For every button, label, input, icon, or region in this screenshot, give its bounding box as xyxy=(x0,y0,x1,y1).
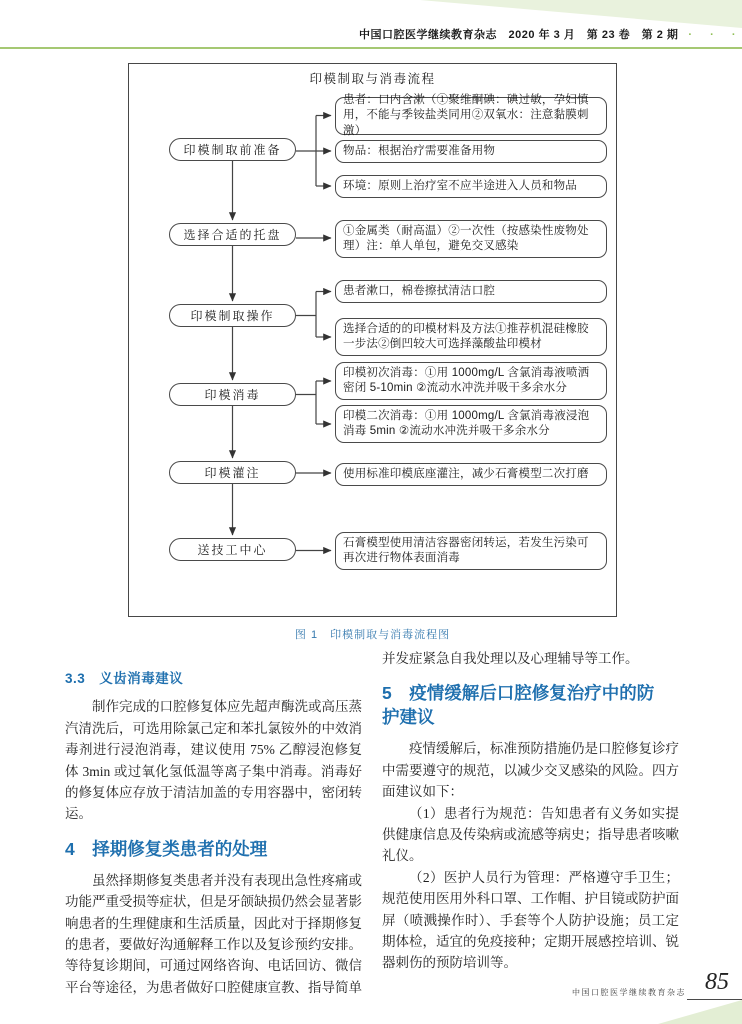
page-header xyxy=(0,26,736,42)
paragraph-item-1: （1）患者行为规范：告知患者有义务如实提供健康信息及传染病或流感等病史；指导患者咳嗽礼仪。 xyxy=(382,805,679,864)
flow-node-disinfection: 印模消毒 xyxy=(169,383,296,406)
heading-section-4: 4 择期修复类患者的处理 xyxy=(65,838,268,859)
page-number: 85 xyxy=(705,969,729,995)
paragraph-item-2: （2）医护人员行为管理：严格遵守手卫生；规范使用医用外科口罩、工作帽、护目镜或防护面屏（喷溅操作时）、手套等个人防护设施；员工定期体检，适宜的免疫接种；定期开展感控培训、锐器刺伤的预防培训等。 xyxy=(382,869,679,971)
flow-box-materials: 选择合适的的印模材料及方法①推荐机混硅橡胶一步法②倒凹较大可选择藻酸盐印模材 xyxy=(335,318,607,356)
figure-caption: 图 1 印模制取与消毒流程图 xyxy=(294,629,451,641)
flow-node-preparation: 印模制取前准备 xyxy=(169,138,296,161)
header-dot-leaders: · · · xyxy=(688,29,736,41)
flow-box-second-disinfect: 印模二次消毒：①用 1000mg/L 含氯消毒液浸泡消毒 5min ②流动水冲洗并吸干多余水分 xyxy=(335,405,607,443)
header-journal-line: 中国口腔医学继续教育杂志 2020 年 3 月 第 23 卷 第 2 期 xyxy=(359,29,679,41)
paragraph-denture-disinfection: 制作完成的口腔修复体应先超声酶洗或高压蒸汽清洗后，可选用除氯己定和苯扎氯铵外的中效消毒剂进行浸泡消毒，建议使用 75% 乙醇浸泡修复体 3min 或过氧化氢低温等离子集中消毒。消毒好的修复体应存放于清洁加盖的专用容器中，密闭转运。 xyxy=(65,699,362,822)
paragraph-elective-patients: 虽然择期修复类患者并没有表现出急性疼痛或功能严重受损等症状，但是牙颌缺损仍然会显著影响患者的生理健康和生活质量，因此对于择期修复的患者，要做好沟通解释工作以及复诊预约安排。等待复诊期间，可通过网络咨询、电话回访、微信平台等途径，为患者做好口腔健康宣教、指导简单 xyxy=(65,872,362,995)
heading-section-5 xyxy=(382,681,679,729)
right-column xyxy=(382,648,679,974)
paragraph-epidemic-intro: 疫情缓解后，标准预防措施仍是口腔修复诊疗中需要遵守的规范，以减少交叉感染的风险。四方面建议如下： xyxy=(382,741,679,800)
flow-box-rinse: 患者漱口，棉卷擦拭清洁口腔 xyxy=(335,280,607,303)
footer-journal-name: 中国口腔医学继续教育杂志 xyxy=(572,988,686,997)
flow-box-patient: 患者：口内含漱（①聚维酮碘：碘过敏，孕妇慎用，不能与季铵盐类同用②双氧水：注意黏膜刺激） xyxy=(335,97,607,135)
flow-node-pouring: 印模灌注 xyxy=(169,461,296,484)
flow-box-supplies: 物品：根据治疗需要准备用物 xyxy=(335,140,607,163)
left-column xyxy=(65,668,362,998)
paragraph-carryover: 并发症紧急自我处理以及心理辅导等工作。 xyxy=(382,651,639,666)
bottom-right-corner-accent xyxy=(658,1000,742,1024)
flowchart-title: 印模制取与消毒流程 xyxy=(309,72,436,86)
flowchart-figure xyxy=(128,63,617,617)
footer-rule xyxy=(687,999,742,1000)
flow-node-tray: 选择合适的托盘 xyxy=(169,223,296,246)
flow-box-environment: 环境：原则上治疗室不应半途进入人员和物品 xyxy=(335,175,607,198)
top-right-corner-accent xyxy=(420,0,742,28)
flow-box-tray-types: ①金属类（耐高温）②一次性（按感染性废物处理）注：单人单包，避免交叉感染 xyxy=(335,220,607,258)
flow-box-pour-standard: 使用标准印模底座灌注，减少石膏模型二次打磨 xyxy=(335,463,607,486)
flow-box-transport: 石膏模型使用清洁容器密闭转运，若发生污染可再次进行物体表面消毒 xyxy=(335,532,607,570)
heading-section-5-line2: 护建议 xyxy=(382,707,435,728)
flow-node-operation: 印模制取操作 xyxy=(169,304,296,327)
flow-node-lab-center: 送技工中心 xyxy=(169,538,296,561)
heading-section-5-line1: 5 疫情缓解后口腔修复治疗中的防 xyxy=(382,683,655,704)
header-rule xyxy=(0,47,742,49)
heading-3-3: 3.3 义齿消毒建议 xyxy=(65,671,184,686)
flow-box-first-disinfect: 印模初次消毒：①用 1000mg/L 含氯消毒液喷洒密闭 5-10min ②流动水冲洗并吸干多余水分 xyxy=(335,362,607,400)
